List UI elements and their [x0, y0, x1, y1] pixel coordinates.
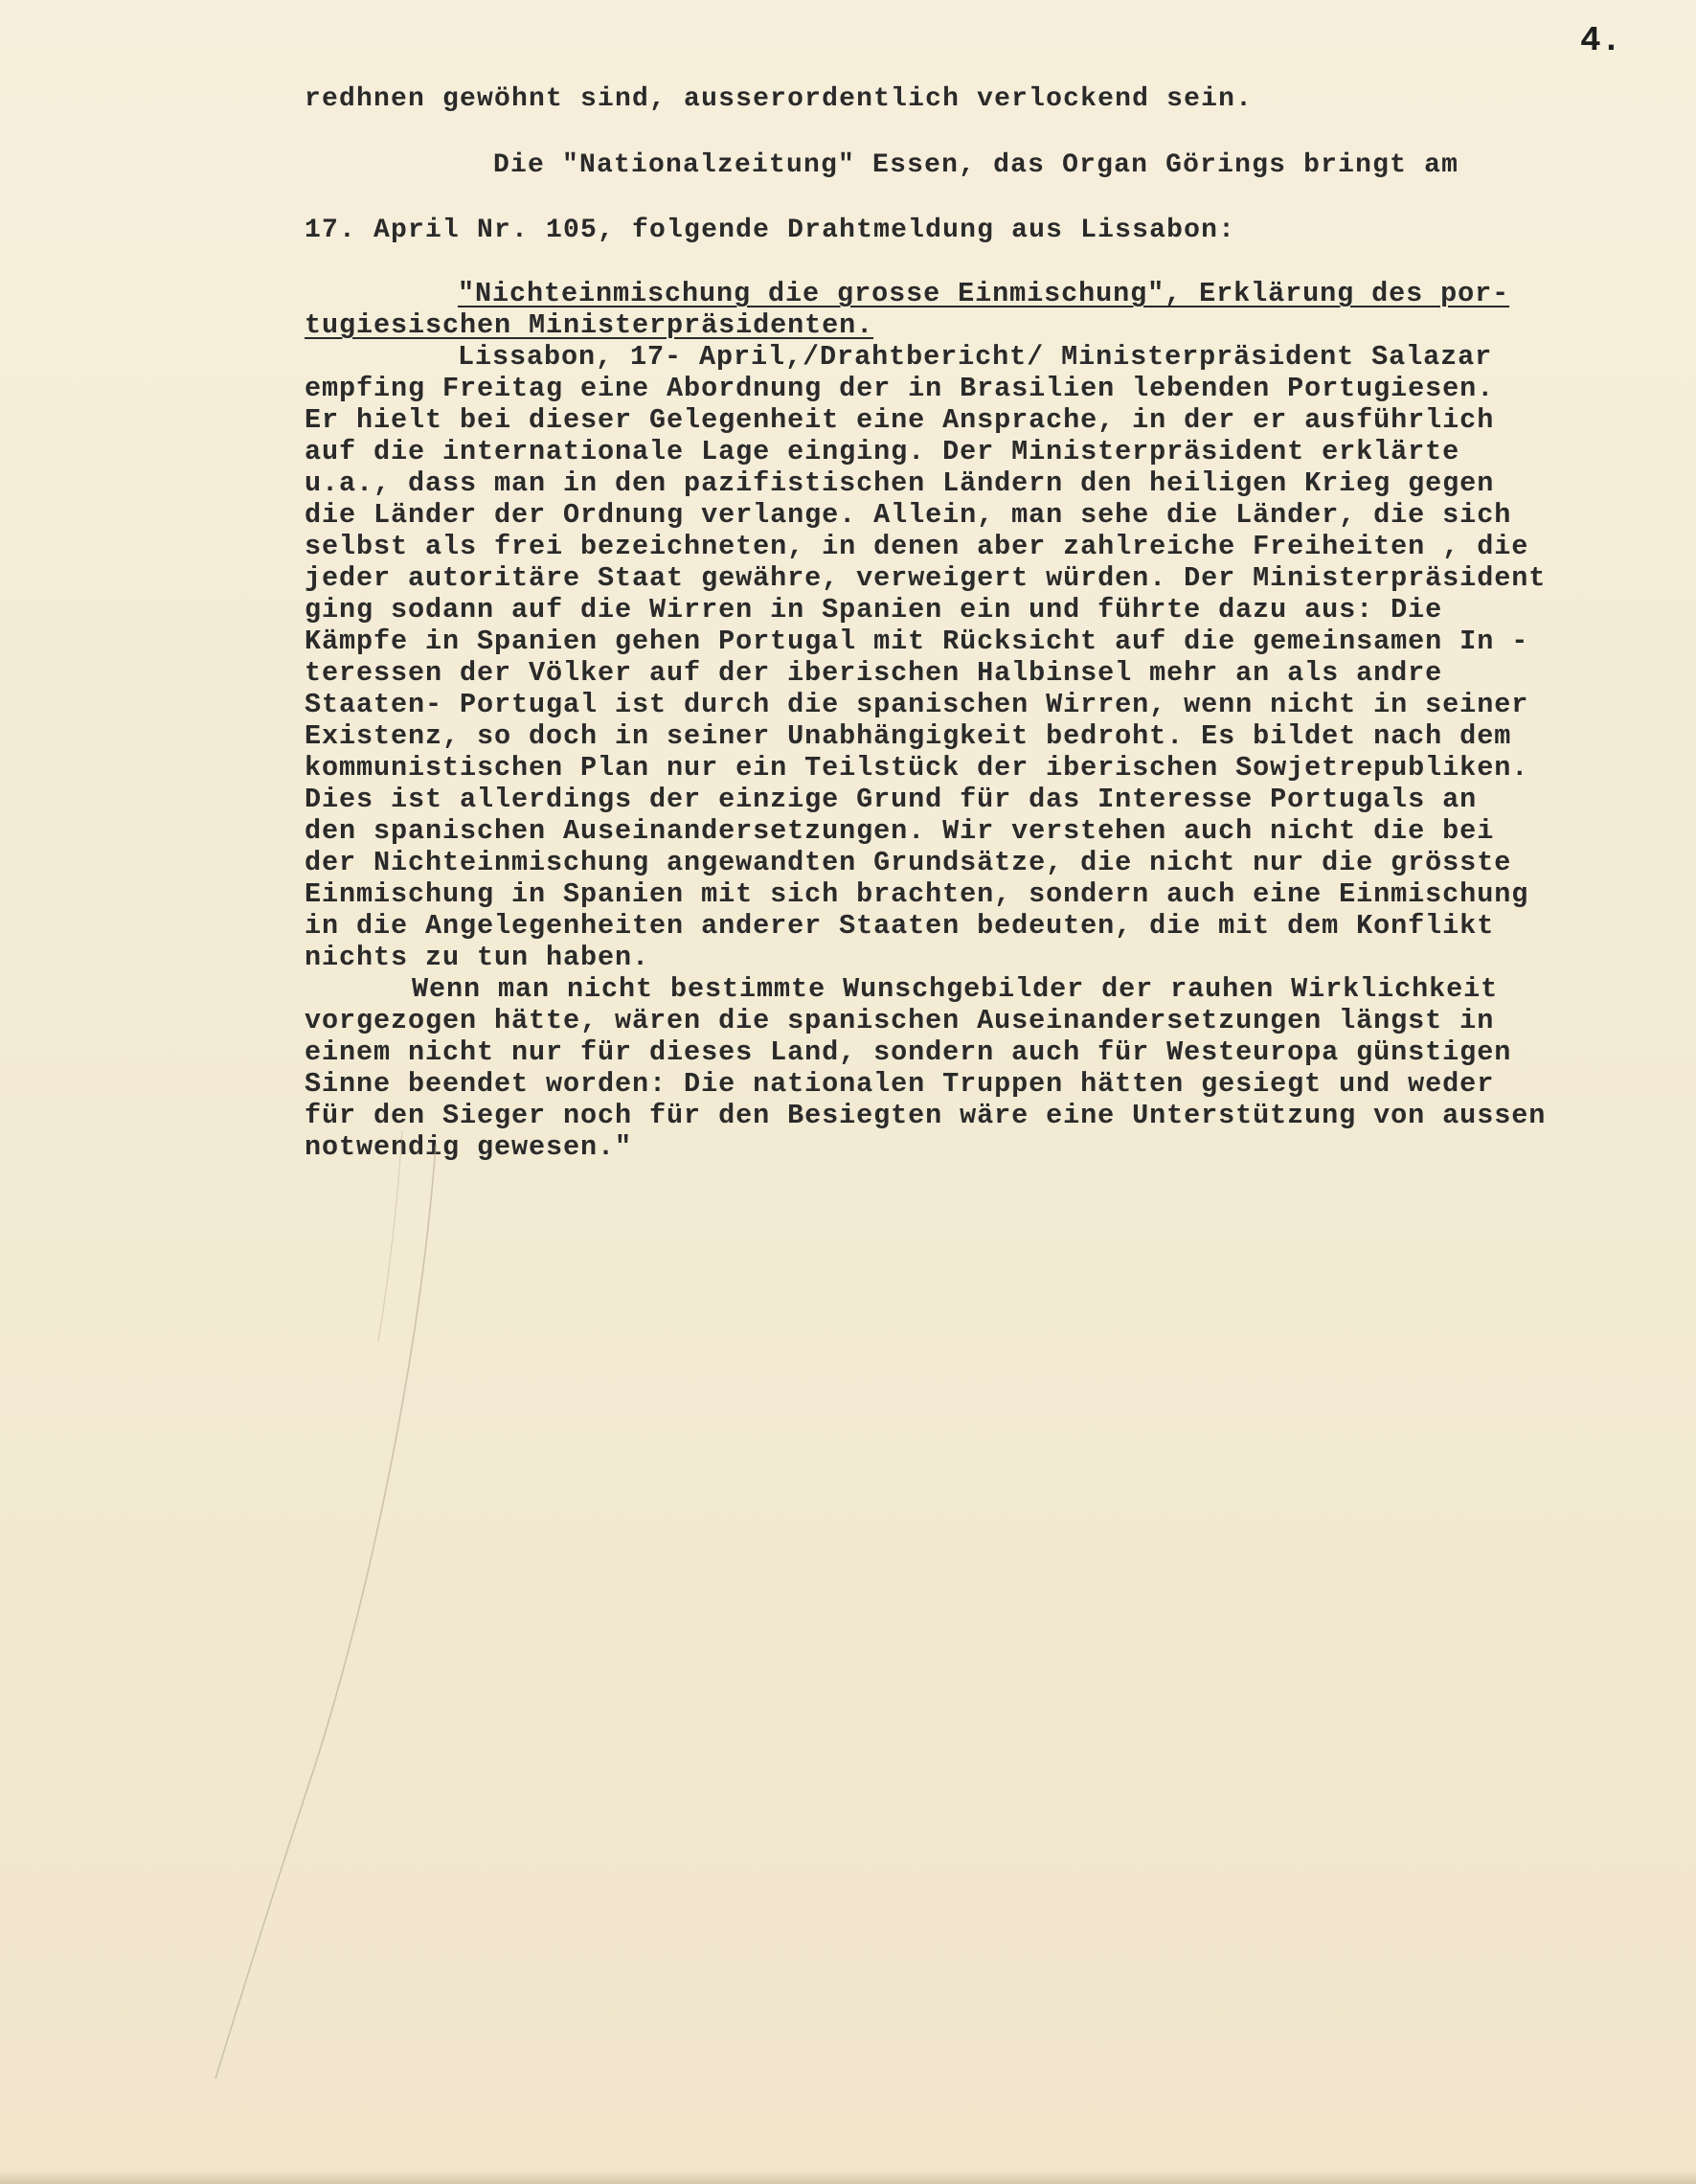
article-headline: "Nichteinmischung die grosse Einmischung", Erklärung des por- — [458, 278, 1510, 309]
text-line: Dies ist allerdings der einzige Grund für das Interesse Portugals an — [305, 784, 1478, 815]
text-line: Sinne beendet worden: Die nationalen Truppen hätten gesiegt und weder — [305, 1068, 1495, 1100]
text-line: teressen der Völker auf der iberischen Halbinsel mehr an als andre — [305, 657, 1443, 689]
text-line: empfing Freitag eine Abordnung der in Brasilien lebenden Portugiesen. — [305, 373, 1495, 404]
text-line: den spanischen Auseinandersetzungen. Wir verstehen auch nicht die bei — [305, 815, 1495, 847]
text-line: kommunistischen Plan nur ein Teilstück der iberischen Sowjetrepubliken. — [305, 752, 1529, 784]
text-line: ging sodann auf die Wirren in Spanien ein und führte dazu aus: Die — [305, 594, 1443, 626]
text-line: Lissabon, 17- April,/Drahtbericht/ Ministerpräsident Salazar — [458, 341, 1493, 373]
text-line: jeder autoritäre Staat gewähre, verweigert würden. Der Ministerpräsident — [305, 562, 1547, 594]
page-bottom-edge — [0, 2171, 1696, 2184]
text-line: vorgezogen hätte, wären die spanischen Auseinandersetzungen längst in — [305, 1005, 1495, 1036]
text-line: die Länder der Ordnung verlange. Allein, man sehe die Länder, die sich — [305, 499, 1512, 531]
text-line: redhnen gewöhnt sind, ausserordentlich verlockend sein. — [305, 84, 1254, 114]
text-line: der Nichteinmischung angewandten Grundsätze, die nicht nur die grösste — [305, 847, 1512, 878]
text-line: notwendig gewesen." — [305, 1131, 633, 1163]
text-line: u.a., dass man in den pazifistischen Ländern den heiligen Krieg gegen — [305, 467, 1495, 499]
text-line: auf die internationale Lage einging. Der Ministerpräsident erklärte — [305, 436, 1460, 467]
text-line: Existenz, so doch in seiner Unabhängigkeit bedroht. Es bildet nach dem — [305, 720, 1512, 752]
article-headline: tugiesischen Ministerpräsidenten. — [305, 309, 874, 341]
text-line: Kämpfe in Spanien gehen Portugal mit Rücksicht auf die gemeinsamen In - — [305, 626, 1529, 657]
text-line: einem nicht nur für dieses Land, sondern auch für Westeuropa günstigen — [305, 1036, 1512, 1068]
text-line: selbst als frei bezeichneten, in denen aber zahlreiche Freiheiten , die — [305, 531, 1529, 562]
text-line: nichts zu tun haben. — [305, 942, 650, 973]
text-line: 17. April Nr. 105, folgende Drahtmeldung aus Lissabon: — [305, 216, 1236, 245]
text-line: für den Sieger noch für den Besiegten wäre eine Unterstützung von aussen — [305, 1100, 1547, 1131]
text-line: in die Angelegenheiten anderer Staaten bedeuten, die mit dem Konflikt — [305, 910, 1495, 942]
page-number: 4. — [1580, 21, 1622, 60]
text-line: Wenn man nicht bestimmte Wunschgebilder der rauhen Wirklichkeit — [412, 973, 1499, 1005]
text-line: Die "Nationalzeitung" Essen, das Organ Görings bringt am — [493, 150, 1459, 180]
text-line: Einmischung in Spanien mit sich brachten, sondern auch eine Einmischung — [305, 878, 1529, 910]
text-line: Er hielt bei dieser Gelegenheit eine Ansprache, in der er ausführlich — [305, 404, 1495, 436]
text-line: Staaten- Portugal ist durch die spanischen Wirren, wenn nicht in seiner — [305, 689, 1529, 720]
